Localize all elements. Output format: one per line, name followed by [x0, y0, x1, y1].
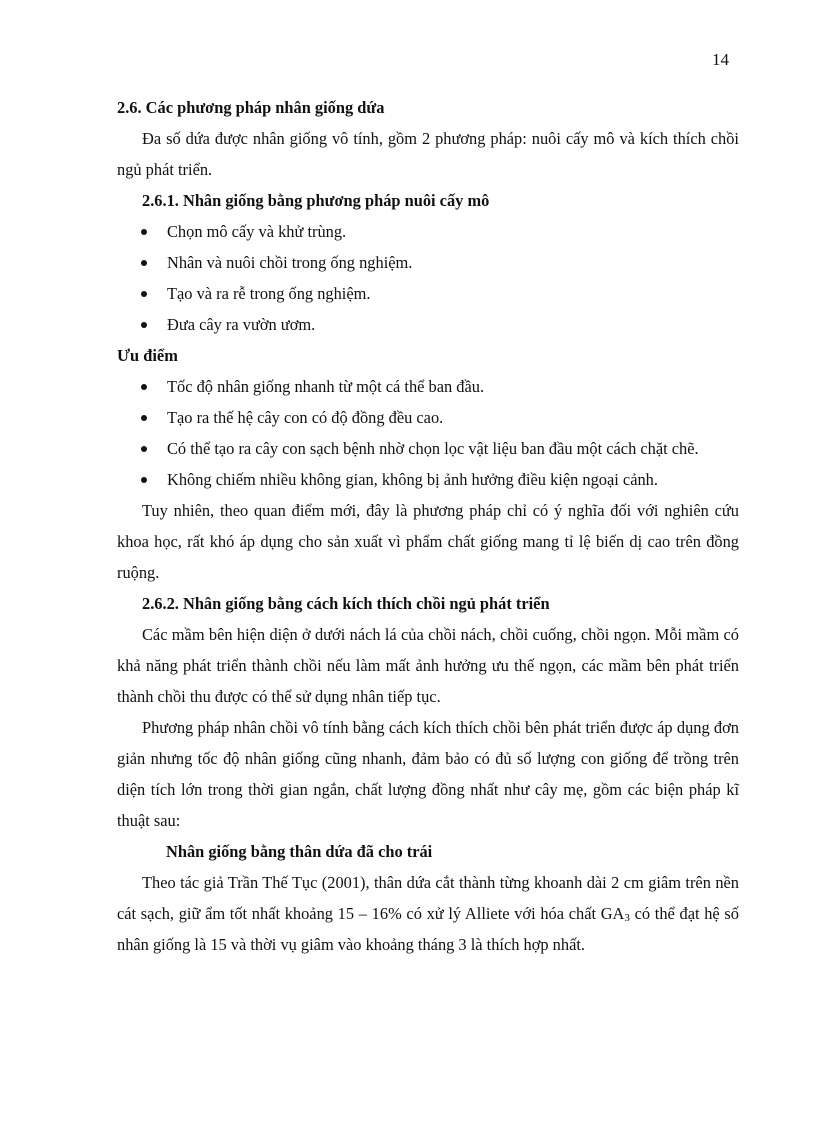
subsection-heading-bud-stimulation: 2.6.2. Nhân giống bằng cách kích thích chồi ngủ phát triển [142, 594, 550, 613]
list-item [117, 433, 739, 464]
list-item [117, 216, 739, 247]
document-body [117, 92, 739, 960]
advantages-list [117, 371, 739, 495]
section-intro: Đa số dứa được nhân giống vô tính, gồm 2 phương pháp: nuôi cấy mô và kích thích chồi ngủ phát triển. [117, 129, 739, 179]
bullet-icon [141, 291, 147, 297]
advantages-heading: Ưu điểm [117, 346, 178, 365]
list-item [117, 247, 739, 278]
list-item-text: Không chiếm nhiều không gian, không bị ảnh hưởng điều kiện ngoại cảnh. [167, 470, 658, 489]
list-item [117, 309, 739, 340]
list-item [117, 402, 739, 433]
paragraph-note: Tuy nhiên, theo quan điểm mới, đây là phương pháp chỉ có ý nghĩa đối với nghiên cứu khoa học, rất khó áp dụng cho sản xuất vì phẩm chất giống mang tỉ lệ biến dị cao trên đồng ruộng. [117, 501, 739, 582]
section-heading: 2.6. Các phương pháp nhân giống dứa [117, 98, 385, 117]
paragraph-stem-propagation [117, 867, 739, 960]
bullet-icon [141, 229, 147, 235]
bullet-icon [141, 415, 147, 421]
paragraph-buds: Các mầm bên hiện diện ở dưới nách lá của chồi nách, chồi cuống, chồi ngọn. Mỗi mầm có khả năng phát triển thành chồi nếu làm mất ảnh hưởng ưu thế ngọn, các mầm bên phát triển thành chồi thu được có thể sử dụng nhân tiếp tục. [117, 625, 739, 706]
list-item-text: Tốc độ nhân giống nhanh từ một cá thể ban đầu. [167, 377, 485, 396]
bullet-icon [141, 384, 147, 390]
paragraph-text: có thể đạt hệ số nhân giống là 15 và thời vụ giâm vào khoảng tháng 3 là thích hợp nhất. [117, 904, 739, 954]
list-item-text: Chọn mô cấy và khử trùng. [167, 222, 347, 241]
subheading-stem-propagation: Nhân giống bằng thân dứa đã cho trái [166, 842, 433, 861]
list-item [117, 278, 739, 309]
bullet-icon [141, 260, 147, 266]
list-item-text: Nhân và nuôi chồi trong ống nghiệm. [167, 253, 413, 272]
list-item [117, 464, 739, 495]
list-item-text: Đưa cây ra vườn ươm. [167, 315, 316, 334]
page-number: 14 [712, 50, 729, 69]
subscript: 3 [624, 912, 630, 924]
paragraph-text: Theo tác giả Trần Thế Tục (2001), thân dứa cắt thành từng khoanh dài 2 cm giâm trên nền cát sạch, giữ ẩm tốt nhất khoảng 15 – 16% có xử lý Alliete với hóa chất GA [117, 873, 739, 923]
list-item-text: Có thể tạo ra cây con sạch bệnh nhờ chọn lọc vật liệu ban đầu một cách chặt chẽ. [167, 439, 699, 458]
list-item-text: Tạo ra thế hệ cây con có độ đồng đều cao. [167, 408, 444, 427]
list-item-text: Tạo và ra rễ trong ống nghiệm. [167, 284, 371, 303]
bullet-icon [141, 446, 147, 452]
list-item [117, 371, 739, 402]
paragraph-method: Phương pháp nhân chồi vô tính bằng cách kích thích chồi bên phát triển được áp dụng đơn giản nhưng tốc độ nhân giống cũng nhanh, đảm bảo có đủ số lượng con giống để trồng trên diện tích lớn trong thời gian ngắn, chất lượng đồng nhất như cây mẹ, gồm các biện pháp kĩ thuật sau: [117, 718, 739, 830]
subsection-heading-tissue-culture: 2.6.1. Nhân giống bằng phương pháp nuôi cấy mô [142, 191, 490, 210]
bullet-icon [141, 477, 147, 483]
tissue-culture-steps [117, 216, 739, 340]
bullet-icon [141, 322, 147, 328]
